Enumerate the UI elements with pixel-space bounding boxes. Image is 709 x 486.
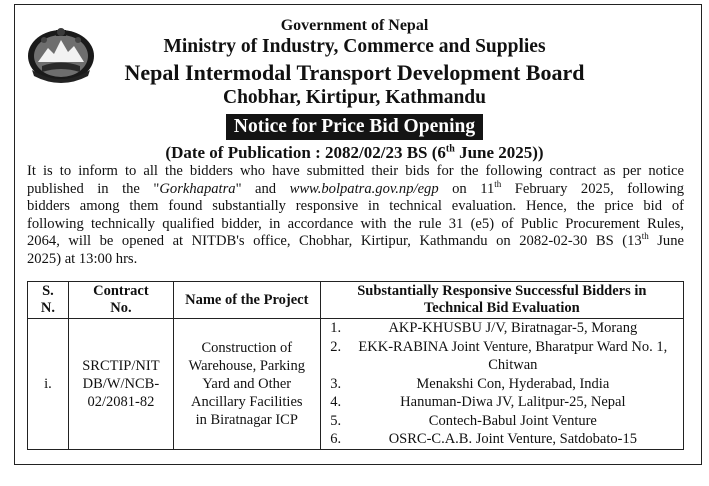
body-line-6: 2025) at 13:00 hrs. — [27, 250, 138, 267]
bolpatra-link: www.bolpatra.gov.np/egp — [289, 180, 439, 197]
board-heading: Nepal Intermodal Transport Development Board — [124, 60, 585, 85]
header-bidders: Substantially Responsive Successful Bidders in Technical Bid Evaluation — [320, 282, 683, 319]
bid-table — [27, 281, 684, 450]
notice-title: Notice for Price Bid Opening — [226, 114, 483, 140]
body-line-1: It is to inform to all the bidders who have submitted their bids for the following contract as per notice — [27, 163, 684, 179]
cell-contract-no: SRCTIP/NIT DB/W/NCB- 02/2081-82 — [68, 319, 173, 450]
publication-date: (Date of Publication : 2082/02/23 BS (6th June 2025)) — [165, 143, 544, 162]
list-item: 2. EKK-RABINA Joint Venture, Bharatpur Ward No. 1, Chitwan — [330, 338, 668, 373]
cell-bidders — [320, 319, 683, 450]
header-sn: S. N. — [28, 282, 69, 319]
list-item: 4. Hanuman-Diwa JV, Lalitpur-25, Nepal — [330, 394, 626, 410]
header-contract-no: Contract No. — [68, 282, 173, 319]
government-heading: Government of Nepal — [280, 17, 429, 34]
notice-body — [27, 163, 684, 268]
table-row — [28, 319, 684, 450]
list-item: 5. Contech-Babul Joint Venture — [330, 412, 597, 429]
list-item: 6. OSRC-C.A.B. Joint Venture, Satdobato-15 — [330, 431, 637, 447]
body-line-4: following technically qualified bidder, in accordance with the rule 31 (e5) of Public Procurement Rules, — [27, 215, 684, 232]
list-item: 3. Menakshi Con, Hyderabad, India — [330, 375, 610, 392]
notice-title-wrapper — [0, 114, 709, 140]
header-project-name: Name of the Project — [173, 282, 320, 319]
table-header-row — [28, 282, 684, 319]
body-line-5: 2064, will be opened at NITDB's office, Chobhar, Kirtipur, Kathmandu on 2082-02-30 BS (13th June — [27, 231, 684, 249]
address-heading: Chobhar, Kirtipur, Kathmandu — [223, 87, 486, 108]
bidder-list — [325, 319, 679, 449]
cell-project-name: Construction of Warehouse, Parking Yard and Other Ancillary Facilities in Biratnagar ICP — [173, 319, 320, 450]
body-line-3: bidders among them found substantially responsive in technical evaluation. Hence, the price bid of — [27, 198, 684, 214]
ministry-heading: Ministry of Industry, Commerce and Supplies — [163, 36, 546, 57]
body-line-2: published in the "Gorkhapatra" and www.bolpatra.gov.np/egp on 11th February 2025, following — [27, 178, 685, 197]
cell-sn: i. — [28, 319, 69, 450]
list-item: 1. AKP-KHUSBU J/V, Biratnagar-5, Morang — [330, 320, 638, 336]
